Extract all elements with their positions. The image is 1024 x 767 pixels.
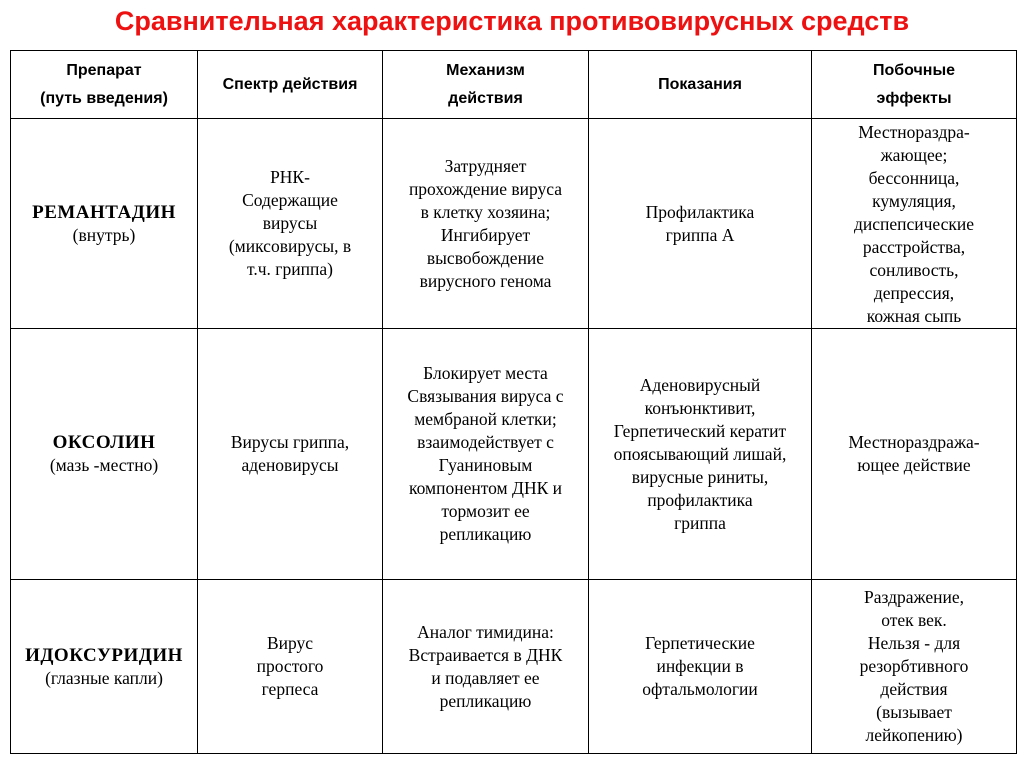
cell-text: компонентом ДНК и <box>409 478 562 498</box>
cell-text: Аналог тимидина: <box>417 621 554 642</box>
cell-text: в клетку хозяина; <box>420 201 551 222</box>
cell-text: конъюнктивит, <box>644 397 756 418</box>
cell-mechanism <box>383 580 589 754</box>
cell-text: лейкопению) <box>865 725 963 745</box>
cell-text: отек век. <box>881 610 947 630</box>
cell-indications <box>589 580 812 754</box>
cell-drug <box>11 580 198 754</box>
comparison-table <box>10 50 1017 754</box>
cell-text: Связывания вируса с <box>407 386 564 406</box>
cell-text: кумуляция, <box>872 191 956 211</box>
cell-text: резорбтивного <box>859 656 969 676</box>
drug-name: ИДОКСУРИДИН <box>25 644 183 666</box>
table-row <box>11 329 1017 580</box>
header-text: Механизм <box>446 61 525 79</box>
cell-drug <box>11 329 198 580</box>
cell-text: кожная сыпь <box>866 306 962 326</box>
cell-spectrum <box>198 119 383 329</box>
cell-text: Аденовирусный <box>639 374 761 395</box>
drug-name: ОКСОЛИН <box>52 432 156 453</box>
cell-text: прохождение вируса <box>408 178 563 199</box>
cell-text: простого <box>256 656 324 676</box>
cell-text: гриппа А <box>665 224 735 245</box>
cell-text: герпеса <box>261 679 319 699</box>
cell-text: ющее действие <box>857 455 971 475</box>
cell-mechanism <box>383 119 589 329</box>
cell-side-effects <box>812 580 1017 754</box>
table-row <box>11 580 1017 754</box>
header-mechanism <box>383 51 589 119</box>
cell-text: вирусы <box>262 213 318 233</box>
cell-text: опоясывающий лишай, <box>613 443 787 464</box>
header-text: эффекты <box>876 89 952 107</box>
cell-text: Профилактика <box>645 201 755 222</box>
cell-text: диспепсические <box>853 214 975 234</box>
cell-text: высвобождение <box>426 247 545 268</box>
cell-text: (вызывает <box>876 702 952 722</box>
drug-route: (внутрь) <box>72 224 136 245</box>
drug-name: РЕМАНТАДИН <box>32 201 176 223</box>
cell-spectrum <box>198 329 383 580</box>
header-drug <box>11 51 198 119</box>
cell-text: взаимодействует с <box>417 432 554 452</box>
cell-text: Содержащие <box>242 190 338 210</box>
cell-text: РНК- <box>270 167 310 187</box>
cell-text: Герпетический кератит <box>613 420 787 441</box>
header-side-effects <box>812 51 1017 119</box>
drug-route: (мазь -местно) <box>49 455 159 475</box>
cell-indications <box>589 329 812 580</box>
cell-text: репликацию <box>439 524 532 544</box>
cell-text: Вирусы гриппа, <box>230 432 350 452</box>
table-row <box>11 119 1017 329</box>
cell-text: Вирус <box>266 633 314 653</box>
cell-text: т.ч. гриппа) <box>247 259 333 279</box>
header-text: (путь введения) <box>40 89 168 107</box>
cell-text: инфекции в <box>656 656 744 676</box>
cell-text: Гуаниновым <box>438 455 533 475</box>
cell-text: действия <box>880 679 948 699</box>
cell-text: гриппа <box>674 512 726 533</box>
cell-text: жающее; <box>880 145 948 165</box>
header-indications <box>589 51 812 119</box>
cell-indications <box>589 119 812 329</box>
header-text: Показания <box>658 75 742 93</box>
cell-text: Местнораздража- <box>848 432 980 452</box>
page-title: Сравнительная характеристика противовирусных средств <box>114 6 910 36</box>
header-spectrum <box>198 51 383 119</box>
cell-text: вирусные риниты, <box>631 466 769 487</box>
cell-text: Ингибирует <box>440 224 531 245</box>
table-header-row <box>11 51 1017 119</box>
drug-route: (глазные капли) <box>45 667 163 688</box>
cell-text: вирусного генома <box>419 270 552 291</box>
header-text: действия <box>448 89 523 107</box>
cell-text: профилактика <box>647 489 753 510</box>
cell-text: Герпетические <box>645 633 755 653</box>
cell-text: Раздражение, <box>863 587 965 607</box>
cell-side-effects <box>812 329 1017 580</box>
cell-spectrum <box>198 580 383 754</box>
cell-text: Затрудняет <box>444 155 527 176</box>
cell-text: Встраивается в ДНК <box>408 644 563 665</box>
cell-text: тормозит ее <box>441 501 530 521</box>
cell-text: Нельзя - для <box>867 633 961 653</box>
cell-text: аденовирусы <box>241 455 339 475</box>
cell-text: сонливость, <box>869 260 959 280</box>
cell-text: мембраной клетки; <box>414 409 557 429</box>
cell-text: Блокирует места <box>423 363 548 383</box>
header-text: Препарат <box>66 61 142 79</box>
cell-text: и подавляет ее <box>431 667 540 688</box>
cell-text: бессонница, <box>868 168 960 188</box>
cell-text: репликацию <box>439 690 532 711</box>
cell-text: офтальмологии <box>642 679 758 699</box>
cell-text: Местнораздра- <box>858 122 970 142</box>
header-text: Спектр действия <box>222 75 358 93</box>
cell-side-effects <box>812 119 1017 329</box>
cell-text: (миксовирусы, в <box>228 236 352 256</box>
cell-text: депрессия, <box>873 283 955 303</box>
cell-drug <box>11 119 198 329</box>
header-text: Побочные <box>872 61 956 79</box>
cell-mechanism <box>383 329 589 580</box>
cell-text: расстройства, <box>862 237 966 257</box>
